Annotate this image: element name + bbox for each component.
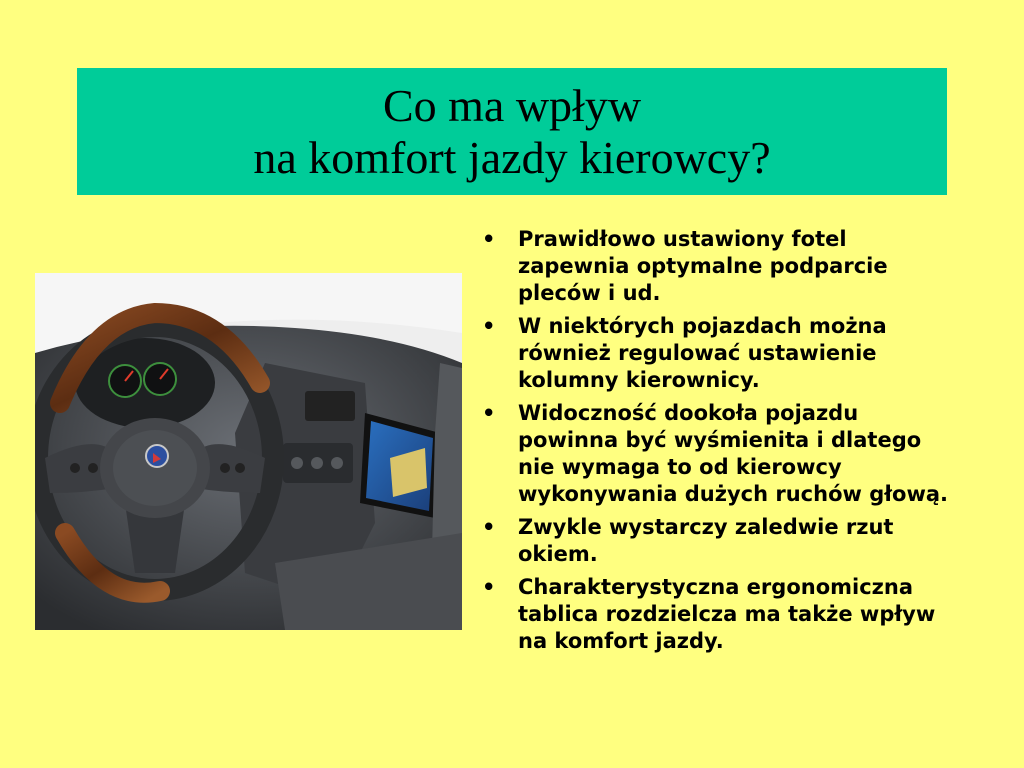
bullet-item [478,574,958,655]
bullet-item [478,514,958,568]
dashboard-illustration [35,273,462,630]
bullet-marker: • [482,227,496,251]
bullet-text: W niektórych pojazdach można również regulować ustawienie kolumny kierownicy. [518,314,887,392]
bullet-marker: • [482,314,496,338]
bullet-list [478,226,998,661]
slide-title-box [77,68,947,195]
slide-title-line-1: Co ma wpływ [382,79,642,131]
bullet-marker: • [482,575,496,599]
bullet-text: Charakterystyczna ergonomiczna tablica rozdzielcza ma także wpływ na komfort jazdy. [518,575,936,653]
bullet-marker: • [482,401,496,425]
bullet-item [478,313,958,394]
slide-title-line-2: na komfort jazdy kierowcy? [253,131,771,183]
truck-dashboard-photo [35,273,462,630]
bullet-text: Zwykle wystarczy zaledwie rzut okiem. [518,515,894,566]
bullet-marker: • [482,515,496,539]
bullet-text: Widoczność dookoła pojazdu powinna być wyśmienita i dlatego nie wymaga to od kierowcy wykonywania dużych ruchów głową. [518,401,949,506]
bullet-text: Prawidłowo ustawiony fotel zapewnia optymalne podparcie pleców i ud. [518,227,888,305]
bullet-item [478,226,958,307]
bullet-item [478,400,958,508]
